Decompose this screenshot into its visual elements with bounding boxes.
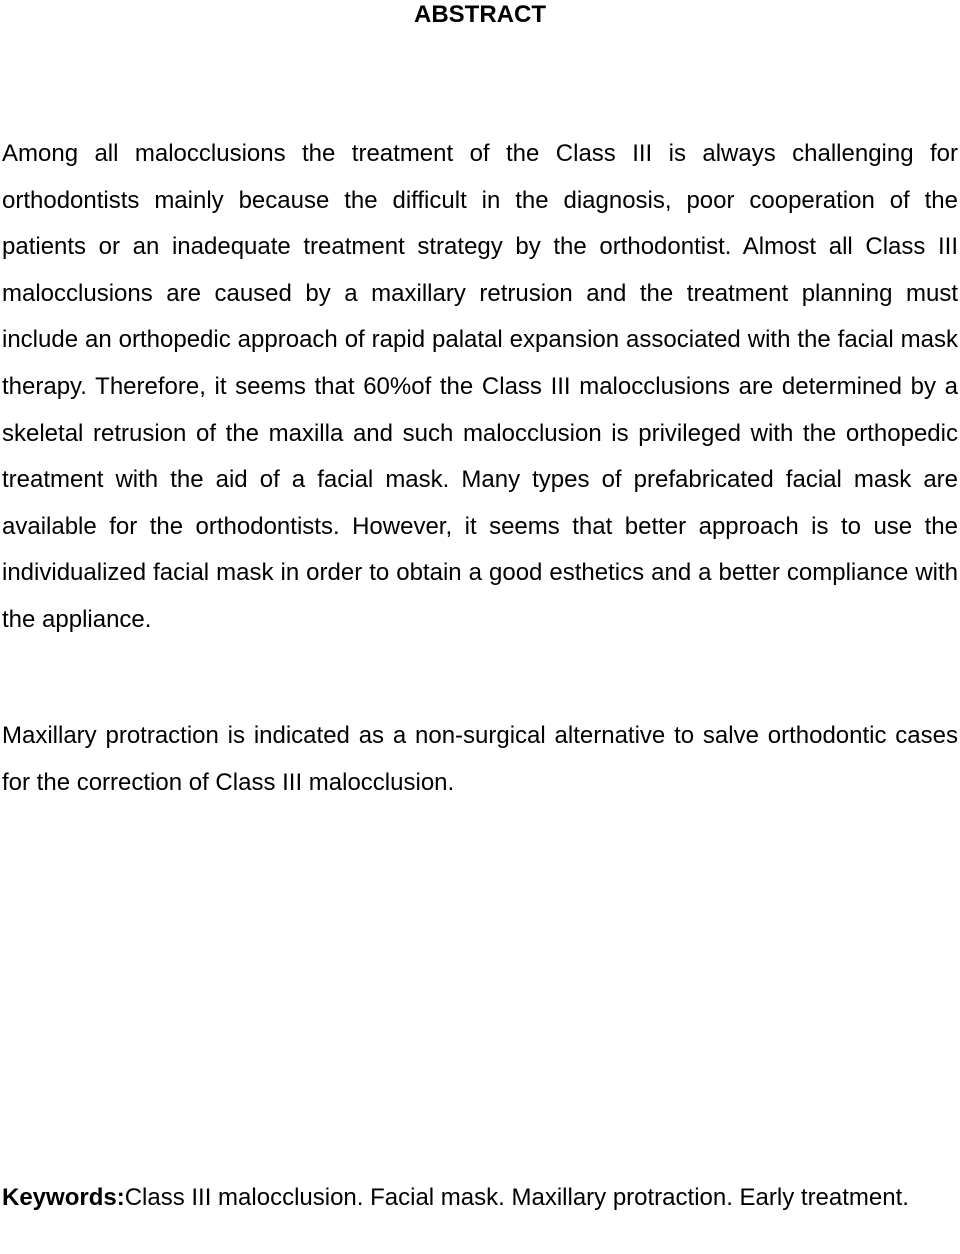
abstract-paragraph-2: Maxillary protraction is indicated as a non-surgical alternative to salve orthodontic cases for the correction of Class III malocclusion. xyxy=(2,722,958,796)
keywords-label: Keywords: xyxy=(2,1184,125,1211)
abstract-heading: ABSTRACT xyxy=(414,1,546,28)
keywords-line xyxy=(2,1175,958,1221)
keywords-text: Class III malocclusion. Facial mask. Maxillary protraction. Early treatment. xyxy=(124,1184,909,1211)
abstract-paragraph-1: Among all malocclusions the treatment of the Class III is always challenging for orthodontists mainly because the difficult in the diagnosis, poor cooperation of the patients or an inadequate treatment strategy by the orthodontist. Almost all Class III malocclusions are caused by a maxillary retrusion and the treatment planning must include an orthopedic approach of rapid palatal expansion associated with the facial mask therapy. Therefore, it seems that 60%of the Class III malocclusions are determined by a skeletal retrusion of the maxilla and such malocclusion is privileged with the orthopedic treatment with the aid of a facial mask. Many types of prefabricated facial mask are available for the orthodontists. However, it seems that better approach is to use the individualized facial mask in order to obtain a good esthetics and a better compliance with the appliance. xyxy=(2,140,958,633)
